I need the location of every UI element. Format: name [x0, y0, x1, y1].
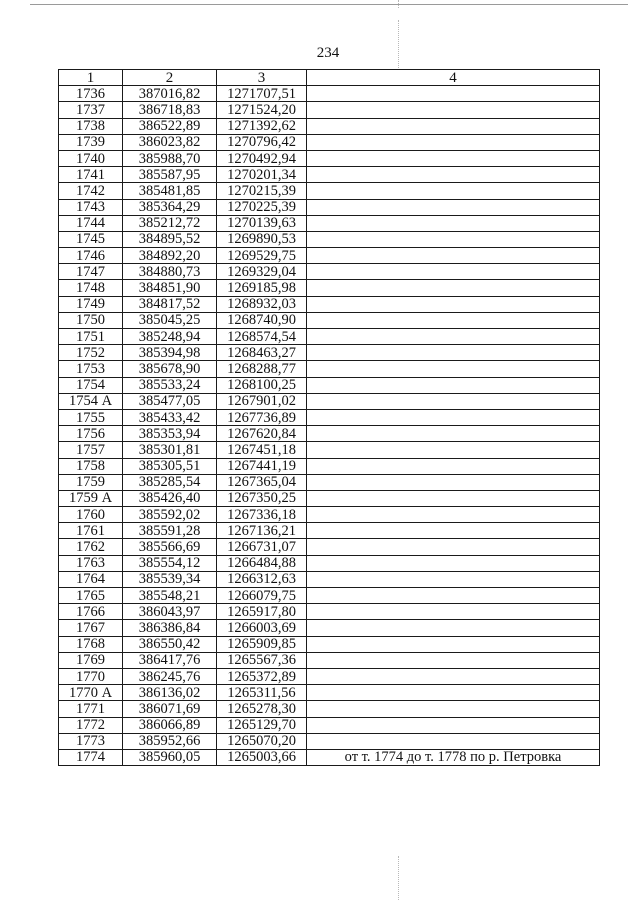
table-row: [59, 652, 600, 668]
coordinate-x-cell: 385952,66: [123, 733, 217, 749]
description-cell: [307, 134, 600, 150]
description-cell: [307, 199, 600, 215]
header-row: [59, 70, 600, 86]
coordinate-y-cell: 1268463,27: [217, 345, 307, 361]
description-cell: [307, 167, 600, 183]
table-row: [59, 442, 600, 458]
coordinate-x-cell: 385477,05: [123, 393, 217, 409]
description-cell: [307, 458, 600, 474]
description-cell: [307, 474, 600, 490]
table-row: [59, 86, 600, 102]
coordinate-y-cell: 1269185,98: [217, 280, 307, 296]
table-row: [59, 604, 600, 620]
description-cell: [307, 102, 600, 118]
description-cell: [307, 280, 600, 296]
coordinate-y-cell: 1268740,90: [217, 312, 307, 328]
description-cell: [307, 555, 600, 571]
coordinate-x-cell: 385285,54: [123, 474, 217, 490]
table-row: [59, 668, 600, 684]
description-cell: [307, 296, 600, 312]
description-cell: [307, 329, 600, 345]
coordinate-y-cell: 1265070,20: [217, 733, 307, 749]
point-number-cell: 1742: [59, 183, 123, 199]
table-row: [59, 733, 600, 749]
coordinate-y-cell: 1270201,34: [217, 167, 307, 183]
coordinate-y-cell: 1265311,56: [217, 685, 307, 701]
point-number-cell: 1757: [59, 442, 123, 458]
description-cell: [307, 668, 600, 684]
point-number-cell: 1754: [59, 377, 123, 393]
coordinate-y-cell: 1266484,88: [217, 555, 307, 571]
coordinate-x-cell: 385305,51: [123, 458, 217, 474]
description-cell: [307, 571, 600, 587]
table-row: [59, 280, 600, 296]
point-number-cell: 1750: [59, 312, 123, 328]
coordinate-x-cell: 386417,76: [123, 652, 217, 668]
point-number-cell: 1774: [59, 749, 123, 765]
coordinate-x-cell: 385587,95: [123, 167, 217, 183]
table-row: [59, 312, 600, 328]
description-cell: [307, 636, 600, 652]
coordinate-x-cell: 385481,85: [123, 183, 217, 199]
coordinate-y-cell: 1270796,42: [217, 134, 307, 150]
point-number-cell: 1767: [59, 620, 123, 636]
description-cell: [307, 86, 600, 102]
point-number-cell: 1756: [59, 426, 123, 442]
coordinate-y-cell: 1265567,36: [217, 652, 307, 668]
coordinate-y-cell: 1270215,39: [217, 183, 307, 199]
coordinate-y-cell: 1265278,30: [217, 701, 307, 717]
coordinate-x-cell: 386718,83: [123, 102, 217, 118]
table-row: [59, 199, 600, 215]
point-number-cell: 1736: [59, 86, 123, 102]
description-cell: [307, 507, 600, 523]
coordinate-y-cell: 1268288,77: [217, 361, 307, 377]
table-row: [59, 215, 600, 231]
column-header-description: 4: [307, 70, 600, 86]
coordinate-y-cell: 1270225,39: [217, 199, 307, 215]
coordinate-x-cell: 385212,72: [123, 215, 217, 231]
description-cell: [307, 361, 600, 377]
table-row: [59, 636, 600, 652]
coordinate-x-cell: 386522,89: [123, 118, 217, 134]
description-cell: [307, 652, 600, 668]
coordinate-x-cell: 385533,24: [123, 377, 217, 393]
coordinate-y-cell: 1271524,20: [217, 102, 307, 118]
table-body: [59, 86, 600, 766]
table-row: [59, 167, 600, 183]
coordinate-x-cell: 385678,90: [123, 361, 217, 377]
coordinate-x-cell: 385566,69: [123, 539, 217, 555]
description-cell: [307, 523, 600, 539]
table-row: [59, 118, 600, 134]
table-row: [59, 474, 600, 490]
coordinate-x-cell: 384817,52: [123, 296, 217, 312]
table-row: [59, 329, 600, 345]
column-header-x: 2: [123, 70, 217, 86]
point-number-cell: 1743: [59, 199, 123, 215]
coordinate-x-cell: 385433,42: [123, 409, 217, 425]
description-cell: [307, 312, 600, 328]
point-number-cell: 1758: [59, 458, 123, 474]
coordinate-y-cell: 1265372,89: [217, 668, 307, 684]
point-number-cell: 1738: [59, 118, 123, 134]
coordinate-x-cell: 385394,98: [123, 345, 217, 361]
table-row: [59, 248, 600, 264]
coordinate-y-cell: 1265909,85: [217, 636, 307, 652]
point-number-cell: 1766: [59, 604, 123, 620]
coordinate-y-cell: 1268574,54: [217, 329, 307, 345]
point-number-cell: 1753: [59, 361, 123, 377]
description-cell: [307, 264, 600, 280]
coordinate-y-cell: 1270492,94: [217, 150, 307, 166]
coordinate-y-cell: 1267350,25: [217, 490, 307, 506]
description-cell: [307, 620, 600, 636]
point-number-cell: 1773: [59, 733, 123, 749]
point-number-cell: 1770: [59, 668, 123, 684]
table-row: [59, 701, 600, 717]
point-number-cell: 1755: [59, 409, 123, 425]
point-number-cell: 1748: [59, 280, 123, 296]
description-cell: [307, 231, 600, 247]
coordinate-x-cell: 386023,82: [123, 134, 217, 150]
description-cell: [307, 539, 600, 555]
point-number-cell: 1749: [59, 296, 123, 312]
description-cell: [307, 345, 600, 361]
scan-artifact-line: [398, 856, 399, 900]
coordinate-x-cell: 385301,81: [123, 442, 217, 458]
point-number-cell: 1765: [59, 588, 123, 604]
table-row: [59, 426, 600, 442]
point-number-cell: 1746: [59, 248, 123, 264]
description-cell: [307, 393, 600, 409]
coordinate-y-cell: 1265917,80: [217, 604, 307, 620]
description-cell: [307, 426, 600, 442]
coordinate-y-cell: 1267136,21: [217, 523, 307, 539]
coordinate-x-cell: 386043,97: [123, 604, 217, 620]
table-row: [59, 571, 600, 587]
coordinate-x-cell: 384892,20: [123, 248, 217, 264]
coordinate-x-cell: 386386,84: [123, 620, 217, 636]
coordinate-y-cell: 1266312,63: [217, 571, 307, 587]
coordinate-y-cell: 1267441,19: [217, 458, 307, 474]
coordinate-x-cell: 385591,28: [123, 523, 217, 539]
coordinate-x-cell: 384880,73: [123, 264, 217, 280]
coordinate-x-cell: 386245,76: [123, 668, 217, 684]
coordinate-x-cell: 385045,25: [123, 312, 217, 328]
coordinate-y-cell: 1266731,07: [217, 539, 307, 555]
description-cell: [307, 150, 600, 166]
description-cell: [307, 248, 600, 264]
table-row: [59, 150, 600, 166]
description-cell: [307, 717, 600, 733]
coordinate-y-cell: 1267451,18: [217, 442, 307, 458]
point-number-cell: 1770 А: [59, 685, 123, 701]
table-row: [59, 523, 600, 539]
point-number-cell: 1737: [59, 102, 123, 118]
coordinate-x-cell: 385554,12: [123, 555, 217, 571]
table-row: [59, 409, 600, 425]
point-number-cell: 1769: [59, 652, 123, 668]
page-number: 234: [316, 45, 340, 61]
coordinate-y-cell: 1271707,51: [217, 86, 307, 102]
description-cell: [307, 183, 600, 199]
coordinate-x-cell: 385353,94: [123, 426, 217, 442]
coordinates-table: [58, 69, 600, 766]
description-cell: [307, 733, 600, 749]
coordinate-x-cell: 385248,94: [123, 329, 217, 345]
description-cell: [307, 377, 600, 393]
coordinate-y-cell: 1268932,03: [217, 296, 307, 312]
table-row: [59, 296, 600, 312]
description-cell: [307, 409, 600, 425]
coordinate-x-cell: 385364,29: [123, 199, 217, 215]
coordinate-x-cell: 386136,02: [123, 685, 217, 701]
table-row: [59, 264, 600, 280]
point-number-cell: 1763: [59, 555, 123, 571]
coordinate-y-cell: 1269329,04: [217, 264, 307, 280]
table-row: [59, 539, 600, 555]
table-row: [59, 102, 600, 118]
point-number-cell: 1768: [59, 636, 123, 652]
coordinate-y-cell: 1269529,75: [217, 248, 307, 264]
point-number-cell: 1759 А: [59, 490, 123, 506]
table-row: [59, 555, 600, 571]
coordinate-y-cell: 1271392,62: [217, 118, 307, 134]
point-number-cell: 1740: [59, 150, 123, 166]
point-number-cell: 1754 А: [59, 393, 123, 409]
table-row: [59, 377, 600, 393]
coordinate-x-cell: 387016,82: [123, 86, 217, 102]
point-number-cell: 1760: [59, 507, 123, 523]
coordinate-x-cell: 385548,21: [123, 588, 217, 604]
table-row: [59, 685, 600, 701]
coordinate-y-cell: 1265003,66: [217, 749, 307, 765]
table-header: [59, 70, 600, 86]
table-row: [59, 717, 600, 733]
table-row: [59, 134, 600, 150]
coordinate-y-cell: 1267336,18: [217, 507, 307, 523]
table-row: [59, 361, 600, 377]
description-cell: [307, 215, 600, 231]
table-row: [59, 393, 600, 409]
coordinate-x-cell: 385592,02: [123, 507, 217, 523]
coordinate-x-cell: 384851,90: [123, 280, 217, 296]
coordinate-y-cell: 1266079,75: [217, 588, 307, 604]
table-row: [59, 458, 600, 474]
coordinate-y-cell: 1267901,02: [217, 393, 307, 409]
table-row: [59, 183, 600, 199]
scan-top-rule: [30, 4, 628, 5]
description-cell: [307, 604, 600, 620]
description-cell: [307, 701, 600, 717]
point-number-cell: 1741: [59, 167, 123, 183]
point-number-cell: 1747: [59, 264, 123, 280]
column-header-number: 1: [59, 70, 123, 86]
description-cell: [307, 588, 600, 604]
description-cell: [307, 442, 600, 458]
coordinate-y-cell: 1267620,84: [217, 426, 307, 442]
coordinate-y-cell: 1267736,89: [217, 409, 307, 425]
point-number-cell: 1744: [59, 215, 123, 231]
table-row: [59, 345, 600, 361]
point-number-cell: 1752: [59, 345, 123, 361]
coordinate-y-cell: 1266003,69: [217, 620, 307, 636]
coordinate-x-cell: 385426,40: [123, 490, 217, 506]
coordinate-x-cell: 386066,89: [123, 717, 217, 733]
point-number-cell: 1762: [59, 539, 123, 555]
table-row: [59, 490, 600, 506]
coordinate-x-cell: 386550,42: [123, 636, 217, 652]
coordinate-y-cell: 1267365,04: [217, 474, 307, 490]
description-cell: [307, 490, 600, 506]
point-number-cell: 1751: [59, 329, 123, 345]
table-row: [59, 749, 600, 765]
scan-artifact-line: [398, 0, 399, 8]
table-row: [59, 620, 600, 636]
coordinate-x-cell: 386071,69: [123, 701, 217, 717]
description-cell: от т. 1774 до т. 1778 по р. Петровка: [307, 749, 600, 765]
coordinate-y-cell: 1269890,53: [217, 231, 307, 247]
table-row: [59, 231, 600, 247]
point-number-cell: 1761: [59, 523, 123, 539]
coordinate-x-cell: 385960,05: [123, 749, 217, 765]
point-number-cell: 1771: [59, 701, 123, 717]
point-number-cell: 1739: [59, 134, 123, 150]
coordinate-y-cell: 1270139,63: [217, 215, 307, 231]
point-number-cell: 1764: [59, 571, 123, 587]
column-header-y: 3: [217, 70, 307, 86]
coordinate-x-cell: 385539,34: [123, 571, 217, 587]
table-row: [59, 507, 600, 523]
coordinate-x-cell: 384895,52: [123, 231, 217, 247]
coordinate-y-cell: 1265129,70: [217, 717, 307, 733]
coordinate-y-cell: 1268100,25: [217, 377, 307, 393]
table-row: [59, 588, 600, 604]
point-number-cell: 1759: [59, 474, 123, 490]
description-cell: [307, 685, 600, 701]
point-number-cell: 1745: [59, 231, 123, 247]
coordinate-x-cell: 385988,70: [123, 150, 217, 166]
description-cell: [307, 118, 600, 134]
point-number-cell: 1772: [59, 717, 123, 733]
